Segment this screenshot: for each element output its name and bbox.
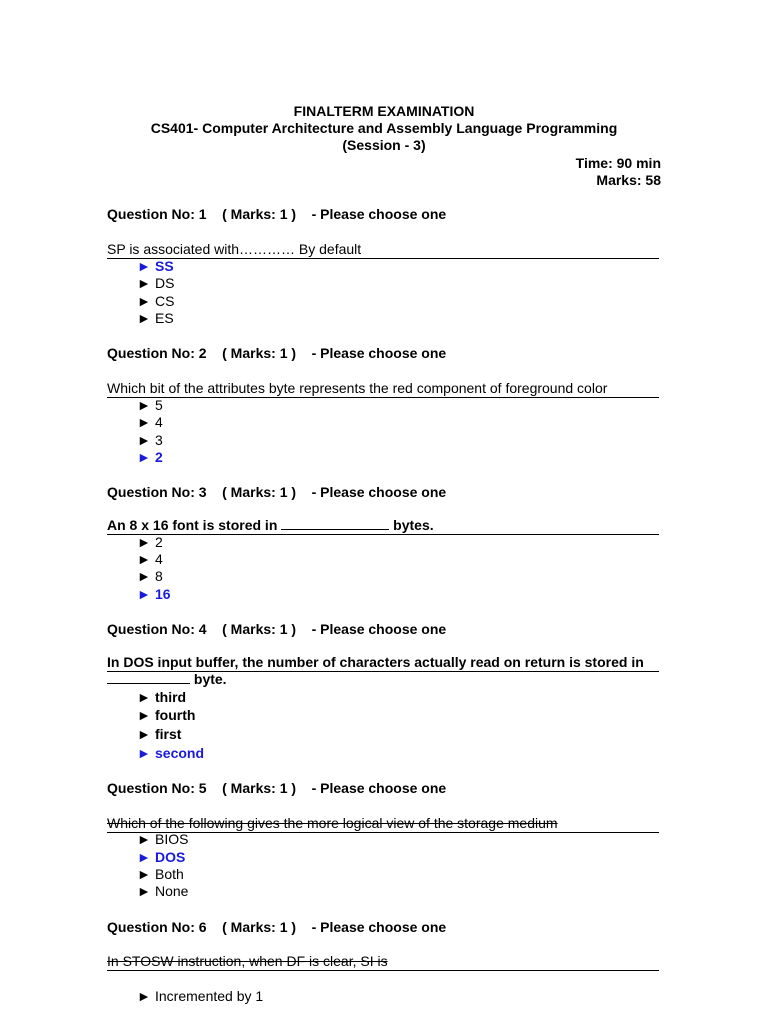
question-5-option-4[interactable]: ► None [137,883,189,899]
question-3-option-4[interactable]: ► 16 [137,586,171,602]
arrow-icon: ► [137,275,151,291]
arrow-icon: ► [137,310,151,326]
question-1-text: SP is associated with………… By default [107,241,659,259]
question-5-option-1[interactable]: ► BIOS [137,831,189,847]
arrow-icon: ► [137,551,151,567]
question-4-option-2[interactable]: ► fourth [137,707,196,723]
answer-blank [107,671,190,684]
question-5-heading: Question No: 5 ( Marks: 1 ) - Please choose one [107,780,447,796]
question-4-option-4[interactable]: ► second [137,745,205,761]
arrow-icon: ► [137,534,151,550]
question-3-option-1[interactable]: ► 2 [137,534,163,550]
question-4-option-1[interactable]: ► third [137,689,187,705]
question-1-option-2[interactable]: ► DS [137,275,175,291]
question-3-text: An 8 x 16 font is stored in bytes. [107,517,659,535]
question-4-heading: Question No: 4 ( Marks: 1 ) - Please choose one [107,621,447,637]
question-5-option-3[interactable]: ► Both [137,866,184,882]
question-2-option-3[interactable]: ► 3 [137,432,163,448]
question-3-option-2[interactable]: ► 4 [137,551,163,567]
question-1-option-4[interactable]: ► ES [137,310,174,326]
question-4-option-3[interactable]: ► first [137,726,182,742]
arrow-icon: ► [137,568,151,584]
arrow-icon: ► [137,866,151,882]
marks-label: Marks: 58 [596,172,661,188]
arrow-icon: ► [137,831,151,847]
arrow-icon: ► [137,397,151,413]
question-3-heading: Question No: 3 ( Marks: 1 ) - Please choose one [107,484,447,500]
question-2-option-2[interactable]: ► 4 [137,414,163,430]
question-5-option-2[interactable]: ► DOS [137,849,186,865]
time-label: Time: 90 min [575,155,661,171]
question-2-heading: Question No: 2 ( Marks: 1 ) - Please choose one [107,345,447,361]
question-6-option-1[interactable]: ► Incremented by 1 [137,988,264,1004]
question-3-option-3[interactable]: ► 8 [137,568,163,584]
arrow-icon: ► [137,689,151,705]
question-2-option-4[interactable]: ► 2 [137,449,163,465]
question-6-text: In STOSW instruction, when DF is clear, SI is [107,953,659,971]
question-2-option-1[interactable]: ► 5 [137,397,163,413]
arrow-icon: ► [137,745,151,761]
session-label: (Session - 3) [342,137,426,153]
question-4-text-line2: byte. [107,671,227,688]
course-title: CS401- Computer Architecture and Assembly Language Programming [150,120,618,136]
question-1-option-3[interactable]: ► CS [137,293,175,309]
arrow-icon: ► [137,883,151,899]
answer-blank [281,517,389,530]
arrow-icon: ► [137,726,151,742]
arrow-icon: ► [137,988,151,1004]
question-1-option-1[interactable]: ► SS [137,258,174,274]
arrow-icon: ► [137,414,151,430]
arrow-icon: ► [137,849,151,865]
arrow-icon: ► [137,586,151,602]
question-4-text-line1: In DOS input buffer, the number of characters actually read on return is stored in [107,654,659,672]
question-2-text: Which bit of the attributes byte represents the red component of foreground color [107,380,659,398]
exam-title: FINALTERM EXAMINATION [293,103,475,119]
arrow-icon: ► [137,449,151,465]
arrow-icon: ► [137,432,151,448]
arrow-icon: ► [137,293,151,309]
arrow-icon: ► [137,707,151,723]
question-6-heading: Question No: 6 ( Marks: 1 ) - Please choose one [107,919,447,935]
question-1-heading: Question No: 1 ( Marks: 1 ) - Please choose one [107,206,447,222]
question-5-text: Which of the following gives the more logical view of the storage medium [107,815,659,833]
arrow-icon: ► [137,258,151,274]
